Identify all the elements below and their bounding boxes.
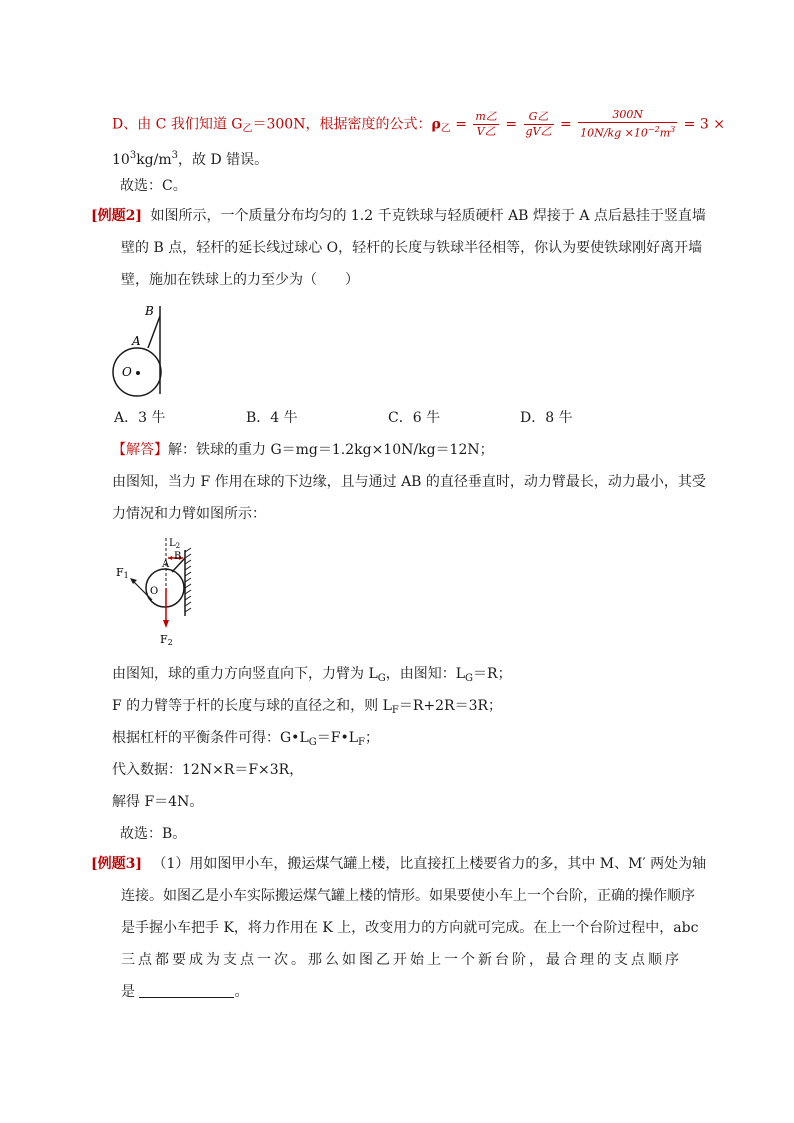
example3-label: [例题3] <box>91 856 142 872</box>
svg-text:F2: F2 <box>160 633 173 647</box>
step4: 代入数据：12N×R＝F×3R， <box>112 762 304 778</box>
density-fraction-values: $\frac{300N}{10N/kg \times 10^{-2}m^3}$ <box>580 108 676 140</box>
density-fraction-mass: $\frac{\text{m乙}}{\text{V乙}}$ <box>475 109 497 138</box>
answer-label: 【解答】 <box>112 442 168 458</box>
svg-text:A: A <box>162 559 170 570</box>
example3-line2: 连接。如图乙是小车实际搬运煤气罐上楼的情形。如果要使小车上一个台阶，正确的操作顺序 <box>121 888 695 904</box>
solution-d-line1: D、由 C 我们知道 $G_乙=300N$，根据密度的公式：$\rho_乙$ = $\frac{\text{m乙}}{\text{V乙}}$ = $\frac{\text{G乙}}{\text{gV乙}}$ = $\frac{300N}{10N/kg \times 10^{-2}m^3}$ = 3 × <box>112 108 725 140</box>
solution-d-answer: 故选：C。 <box>120 178 187 194</box>
option-c[interactable]: C．6 牛 <box>388 410 441 426</box>
answer-line3: 力情况和力臂如图所示： <box>112 506 266 522</box>
example3-line1: [例题3] （1）用如图甲小车，搬运煤气罐上楼，比直接扛上楼要省力的多，其中 M、M′ 两处为轴 <box>91 856 707 872</box>
example2-label: [例题2] <box>91 208 142 224</box>
svg-text:L2: $L_2$ <box>169 538 181 550</box>
wall-hatching <box>185 548 191 612</box>
step5: 解得 F＝4N。 <box>112 794 204 810</box>
density-fraction-weight: $\frac{\text{G乙}}{\text{gV乙}}$ <box>525 109 552 138</box>
label-o: O <box>122 365 132 379</box>
example2-question-line2: 壁的 B 点，轻杆的延长线过球心 O，轻杆的长度与铁球半径相等，你认为要使铁球刚好离开墙 <box>121 240 703 256</box>
option-a[interactable]: A．3 牛 <box>114 410 166 426</box>
option-b[interactable]: B．4 牛 <box>246 410 298 426</box>
solution-d-line2: $10^3kg/m^3$，故 D 错误。 <box>112 150 269 168</box>
answer-blank[interactable] <box>139 983 234 998</box>
step1: 由图知，球的重力方向竖直向下，力臂为 $L_G$，由图知：$L_G=R$； <box>112 666 512 684</box>
f1-arrow <box>130 578 137 584</box>
f1-force-line <box>132 580 152 600</box>
svg-text:F1: F1 <box>116 566 129 580</box>
label-a: A <box>132 334 141 348</box>
rod-ab <box>148 316 160 348</box>
f2-arrow <box>163 620 169 628</box>
answer-line2: 由图知，当力 F 作用在球的下边缘，且与通过 AB 的直径垂直时，动力臂最长，动力最小，其受 <box>112 474 706 490</box>
option-d[interactable]: D．8 牛 <box>520 410 573 426</box>
example2-question-line3: 壁，施加在铁球上的力至少为（ ） <box>121 272 359 288</box>
answer-line1: 【解答】解：铁球的重力 G＝mg＝1.2kg×10N/kg＝12N； <box>112 442 494 458</box>
ball-center-dot <box>136 371 140 375</box>
svg-text:O: O <box>150 586 159 597</box>
example3-line5: 是 。 <box>121 984 249 1000</box>
ball-rod-wall-figure <box>105 298 175 398</box>
example3-line3: 是手握小车把手 K，将力作用在 K 上，改变用力的方向就可完成。在上一个台阶过程中，abc <box>121 920 699 936</box>
label-b: B <box>145 304 154 318</box>
svg-text:B: B <box>174 551 182 562</box>
force-arm-figure <box>112 536 202 648</box>
example3-line4: 三点都要成为支点一次。那么如图乙开始上一个新台阶，最合理的支点顺序 <box>121 952 682 968</box>
example2-question-line1: [例题2] 如图所示，一个质量分布均匀的 1.2 千克铁球与轻质硬杆 AB 焊接于 A 点后悬挂于竖直墙 <box>91 208 706 224</box>
step6: 故选：B。 <box>120 826 187 842</box>
step3: 根据杠杆的平衡条件可得：$G•L_G=F•L_F$； <box>112 730 379 748</box>
step2: F 的力臂等于杆的长度与球的直径之和，则 $L_F=R+2R=3R$； <box>112 698 503 716</box>
